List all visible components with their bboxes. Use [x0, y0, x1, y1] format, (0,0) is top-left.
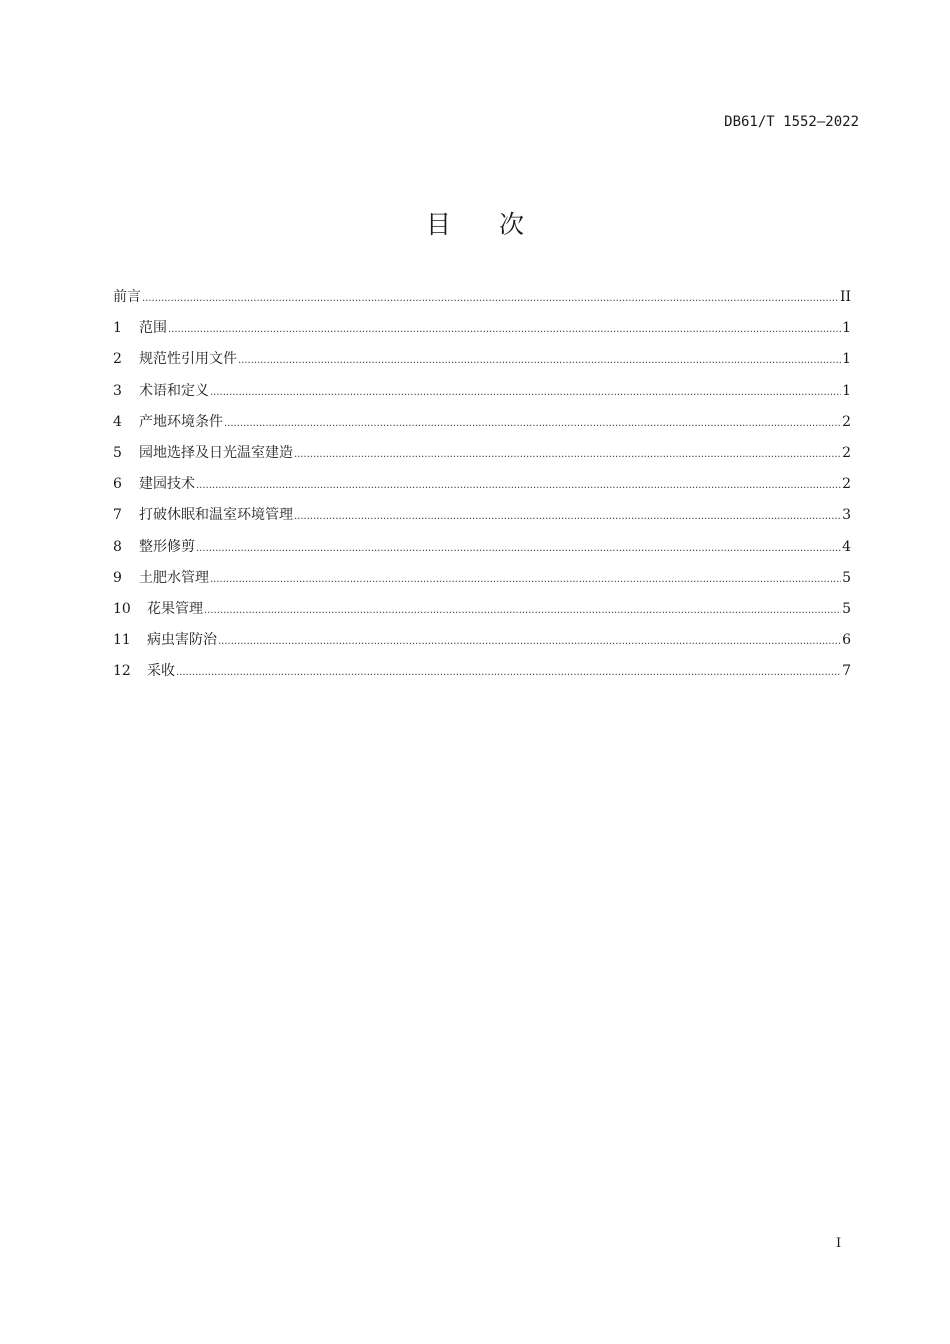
- toc-entry-title: 花果管理: [147, 600, 203, 617]
- toc-dot-leader: [294, 511, 841, 522]
- toc-entry-12[interactable]: [113, 660, 851, 691]
- toc-entry-6[interactable]: [113, 473, 851, 504]
- toc-entry-title: 采收: [147, 663, 175, 680]
- toc-entry-11[interactable]: [113, 629, 851, 660]
- toc-dot-leader: [224, 418, 841, 429]
- toc-dot-leader: [294, 449, 841, 460]
- toc-entry-number: 3: [113, 382, 122, 399]
- toc-entry-4[interactable]: [113, 411, 851, 442]
- page-title: 目次: [425, 210, 572, 239]
- toc-entry-number: 2: [113, 351, 122, 368]
- toc-entry-page: 4: [842, 538, 851, 555]
- toc-entry-page: 3: [842, 507, 851, 524]
- toc-entry-title: 园地选择及日光温室建造: [139, 444, 293, 461]
- toc-entry-8[interactable]: [113, 536, 851, 567]
- toc-entry-1[interactable]: [113, 317, 851, 348]
- toc-entry-7[interactable]: [113, 504, 851, 535]
- toc-dot-leader: [210, 387, 841, 398]
- toc-entry-number: 11: [113, 632, 131, 649]
- toc-entry-page: II: [839, 289, 851, 305]
- toc-entry-page: 1: [842, 351, 851, 368]
- toc-entry-page: 5: [842, 569, 851, 586]
- toc-entry-2[interactable]: [113, 348, 851, 379]
- toc-dot-leader: [142, 293, 839, 304]
- toc-dot-leader: [168, 324, 841, 335]
- toc-entry-number: 5: [113, 444, 122, 461]
- toc-dot-leader: [210, 574, 841, 585]
- toc-entry-page: 2: [842, 444, 851, 461]
- toc-entry-page: 2: [842, 476, 851, 493]
- toc-entry-number: 8: [113, 538, 122, 555]
- toc-entry-page: 2: [842, 413, 851, 430]
- toc-dot-leader: [204, 605, 841, 616]
- toc-dot-leader: [218, 636, 841, 647]
- toc-entry-title: 规范性引用文件: [139, 351, 237, 368]
- toc-entry-title: 病虫害防治: [147, 632, 217, 649]
- toc-dot-leader: [176, 667, 841, 678]
- toc-entry-page: 5: [842, 600, 851, 617]
- toc-entry-number: 10: [113, 600, 131, 617]
- toc-entry-page: 6: [842, 632, 851, 649]
- standard-code: DB61/T 1552—2022: [724, 114, 859, 130]
- page-number: I: [836, 1236, 842, 1251]
- toc-entry-9[interactable]: [113, 567, 851, 598]
- toc-entry-title: 产地环境条件: [139, 413, 223, 430]
- toc-entry-10[interactable]: [113, 598, 851, 629]
- toc-entry-3[interactable]: [113, 380, 851, 411]
- toc-entry-title: 前言: [113, 289, 141, 305]
- toc-entry-number: 6: [113, 476, 122, 493]
- toc-dot-leader: [196, 543, 841, 554]
- toc-entry-title: 建园技术: [139, 476, 195, 493]
- toc-dot-leader: [196, 480, 841, 491]
- toc-entry-number: 4: [113, 413, 122, 430]
- toc-entry-number: 7: [113, 507, 122, 524]
- toc-dot-leader: [238, 355, 841, 366]
- toc-entry-number: 12: [113, 663, 131, 680]
- toc-entry-page: 1: [842, 320, 851, 337]
- toc-entry-5[interactable]: [113, 442, 851, 473]
- toc-entry-number: 9: [113, 569, 122, 586]
- table-of-contents: [113, 286, 851, 691]
- toc-entry-page: 1: [842, 382, 851, 399]
- toc-entry-number: 1: [113, 320, 122, 337]
- toc-entry-page: 7: [842, 663, 851, 680]
- toc-entry-title: 整形修剪: [139, 538, 195, 555]
- toc-entry-title: 范围: [139, 320, 167, 337]
- toc-entry-title: 土肥水管理: [139, 569, 209, 586]
- toc-entry-foreword[interactable]: [113, 286, 851, 317]
- toc-entry-title: 打破休眠和温室环境管理: [139, 507, 293, 524]
- toc-entry-title: 术语和定义: [139, 382, 209, 399]
